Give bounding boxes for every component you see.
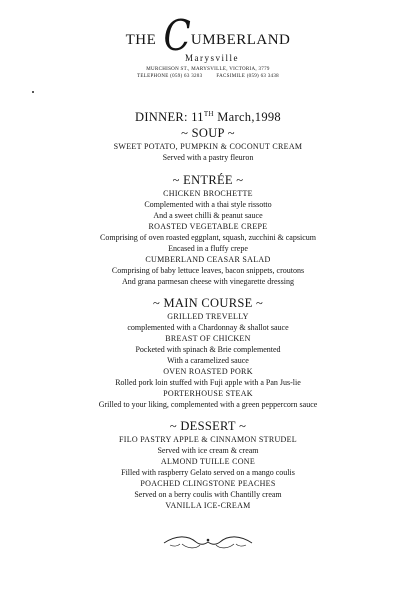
dish-description: Served with a pastry fleuron: [162, 153, 254, 162]
section-title: ~ MAIN COURSE ~: [152, 296, 264, 310]
stray-mark: [32, 91, 34, 93]
brand-name: THE CUMBERLAND: [125, 11, 291, 60]
dish-name: OVEN ROASTED PORK: [163, 367, 253, 376]
section-soup: [0, 126, 416, 163]
dish-name: CHICKEN BROCHETTE: [163, 189, 253, 198]
dish-description: And a sweet chilli & peanut sauce: [153, 211, 263, 220]
dish-name: PORTERHOUSE STEAK: [163, 389, 253, 398]
dish-description: With a caramelized sauce: [167, 356, 249, 365]
section-dessert: [0, 419, 416, 511]
dish-name: POACHED CLINGSTONE PEACHES: [140, 479, 276, 488]
section-title: ~ DESSERT ~: [169, 419, 247, 433]
dish-description: Comprising of baby lettuce leaves, bacon snippets, croutons: [111, 266, 305, 275]
dish-description: Served with ice cream & cream: [157, 446, 259, 455]
flourish-ornament: [160, 533, 256, 551]
dish-description: Encased in a fluffy crepe: [168, 244, 248, 253]
section-title: ~ ENTRÉE ~: [172, 173, 244, 187]
menu-title-prefix: DINNER: 11: [135, 110, 204, 124]
telephone: TELEPHONE (059) 63 3203: [137, 74, 203, 79]
dish-name: ALMOND TUILLE CONE: [160, 457, 256, 466]
section-title: ~ SOUP ~: [181, 126, 235, 140]
dish-description: Pocketed with spinach & Brie complemented: [135, 345, 281, 354]
dish-description: And grana parmesan cheese with vinegarette dressing: [122, 277, 294, 286]
contact-line: [0, 74, 416, 79]
dish-name: ROASTED VEGETABLE CREPE: [148, 222, 268, 231]
brand-town: Marysville: [185, 53, 239, 63]
dish-name: FILO PASTRY APPLE & CINNAMON STRUDEL: [118, 435, 297, 444]
address-line: MURCHISON ST., MARYSVILLE, VICTORIA, 3779: [146, 67, 270, 72]
dish-description: Grilled to your liking, complemented with a green peppercorn sauce: [98, 400, 318, 409]
section-entree: [0, 173, 416, 287]
menu-body: [0, 126, 416, 511]
dish-name: CUMBERLAND CEASAR SALAD: [145, 255, 271, 264]
dish-description: Complemented with a thai style rissotto: [144, 200, 272, 209]
brand-the: THE: [125, 32, 157, 48]
menu-title: [0, 110, 416, 125]
dish-description: Comprising of oven roasted eggplant, squash, zucchini & capsicum: [100, 233, 316, 242]
menu-title-rest: March,1998: [213, 110, 281, 124]
facsimile: FACSIMILE (059) 63 3438: [216, 74, 279, 79]
brand-rest: UMBERLAND: [190, 32, 291, 48]
letterhead: [0, 11, 416, 90]
dish-description: complemented with a Chardonnay & shallot sauce: [127, 323, 289, 332]
section-main-course: [0, 296, 416, 410]
dish-name: GRILLED TREVELLY: [167, 312, 249, 321]
dish-name: BREAST OF CHICKEN: [165, 334, 251, 343]
dish-name: VANILLA ICE-CREAM: [165, 501, 251, 510]
dish-name: SWEET POTATO, PUMPKIN & COCONUT CREAM: [113, 142, 303, 151]
dish-description: Served on a berry coulis with Chantilly cream: [134, 490, 282, 499]
dish-description: Rolled pork loin stuffed with Fuji apple with a Pan Jus-lie: [115, 378, 301, 387]
dish-description: Filled with raspberry Gelato served on a mango coulis: [121, 468, 295, 477]
menu-title-suffix: TH: [203, 110, 214, 118]
